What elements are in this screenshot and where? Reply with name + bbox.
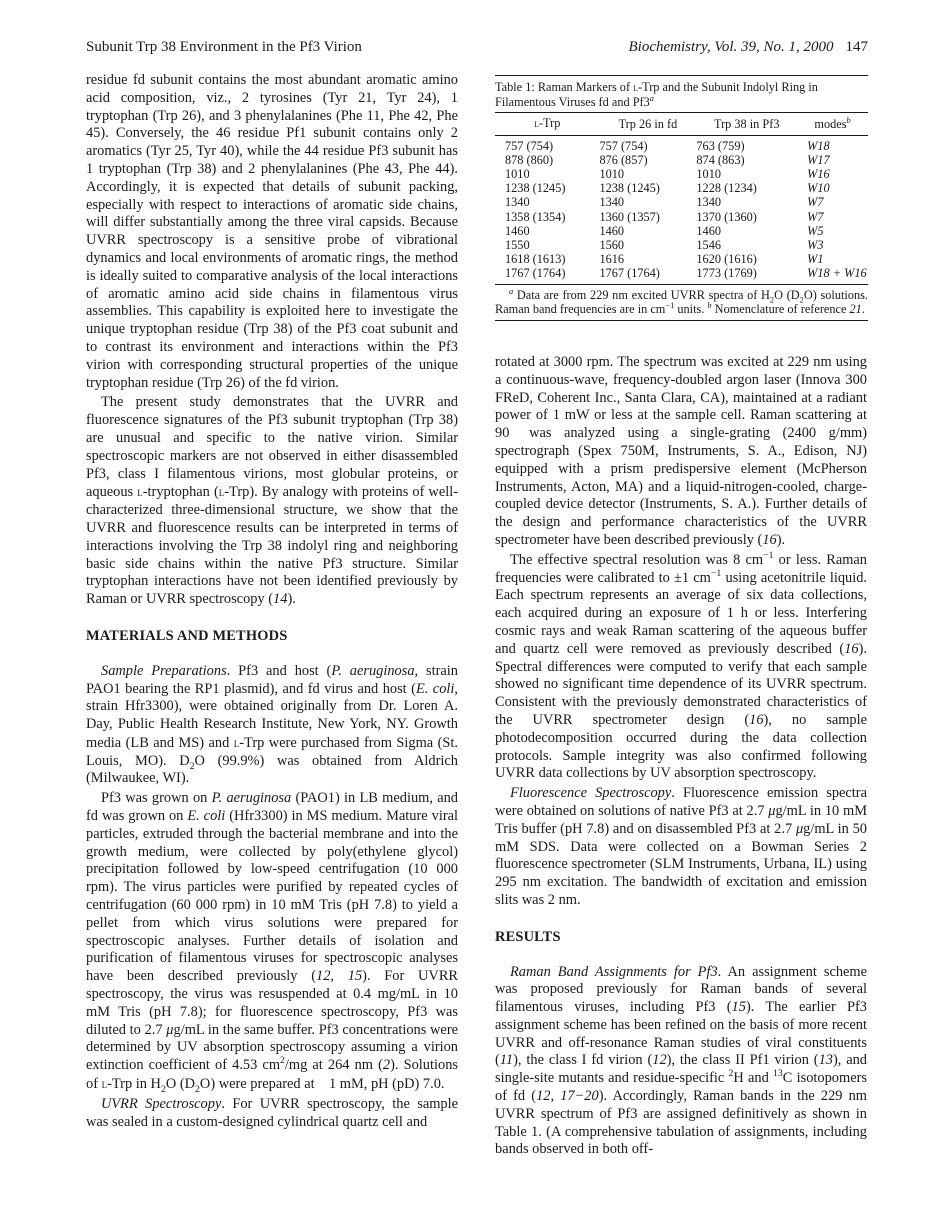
table-row: 1460 1460 1460 W5 <box>505 223 824 238</box>
citation-ref: 16 <box>749 711 764 728</box>
right-column <box>495 354 867 1159</box>
page-number: 147 <box>845 39 868 55</box>
column-header-l-trp: l-Trp <box>495 113 599 135</box>
intro-paragraph-present-study: The present study demonstrates that the UVRR and fluorescence signatures of the Pf3 subunit tryptophan (Trp 38) are unusual and specific to the native virion. Similar spectroscopic markers are not observed in either disassembled Pf3, class I filamentous virions, most globular proteins, or aqueous l-tryptophan (l-Trp). By analogy with proteins of well-characterized three-dimensional structure, we show that the UVRR and fluorescence results can be interpreted in terms of interactions involving the Trp 38 indolyl ring and neighboring basic side chains within the native Pf3 structure. Similar tryptophan interactions have not been identified previously by Raman or UVRR spectroscopy (14). <box>86 394 458 608</box>
spectral-resolution-paragraph: The effective spectral resolution was 8 $cm^{-1}$ or less. Raman frequencies were calibrated to ±1 $cm^{-1}$ using acetonitrile liquid. Each spectrum represents an average of six data collections, each acquired during an exposure of 1 h or less. Interfering cosmic rays and weak Raman scattering of the aqueous buffer and quartz cell were removed as previously described (16). Spectral differences were computed to verify that each sample showed no significant time dependence of its UVRR spectrum. Consistent with the previously demonstrated characteristics of the UVRR spectrometer design (16), no sample photodecomposition occurred during the data collection protocols. Sample integrity was also confirmed following UVRR data collections by UV absorption spectroscopy. <box>495 549 868 782</box>
table-row: 1550 1560 1546 W3 <box>505 238 824 253</box>
sample-preparations-paragraph: Sample Preparations. Pf3 and host (P. aeruginosa, strain PAO1 bearing the RP1 plasmid), and fd virus and host (E. coli, strain Hfr3300), were obtained originally from Dr. Loren A. Day, Public Health Research Institute, New York, NY. Growth media (LB and MS) and l-Trp were purchased from Sigma (St. Louis, MO). $D_2O$ (99.9%) was obtained from Aldrich (Milwaukee, WI). <box>86 662 458 787</box>
virus-growth-paragraph: Pf3 was grown on P. aeruginosa (PAO1) in LB medium, and fd was grown on E. coli (Hfr3300) in MS medium. Mature viral particles, extruded through the bacterial membrane and into the growth medium, were collected by poly(ethylene glycol) precipitation followed by low-speed centrifugation (10 000 rpm). The virus particles were purified by repeated cycles of centrifugation (60 000 rpm) in 10 mM Tris (pH 7.8) to yield a pellet from which virus solutions were prepared for spectroscopic analyses. Further details of isolation and purification of filamentous viruses for spectroscopic analyses have been described previously (12, 15). For UVRR spectroscopy, the virus was resuspended at 0.4 mg/mL in 10 mM Tris (pH 7.8); for fluorescence spectroscopy, Pf3 was diluted to 2.7 μg/mL in the same buffer. Pf3 concentrations were determined by UV absorption spectroscopy assuming a virion extinction coefficient of 4.53 $cm^2/mg$ at 264 nm (2). Solutions of l-Trp in $H_2O$ $(D_2O)$ were prepared at 1 mM, pH (pD) 7.0. <box>86 790 459 1095</box>
table-caption: Table 1: Raman Markers of l-Trp and the Subunit Indolyl Ring in Filamentous Viruses fd and Pf3$^a$ <box>495 80 818 110</box>
journal-header <box>608 39 868 56</box>
table-row: 1010 1010 1010 W16 <box>505 167 830 182</box>
raman-band-assignments-paragraph: Raman Band Assignments for Pf3. An assignment scheme was proposed previously for Raman bands of several filamentous viruses, including Pf3 (15). The earlier Pf3 assignment scheme has been refined on the basis of more recent UVRR and off-resonance Raman studies of viral constituents (11), the class I fd virion (12), the class II Pf1 virion (13), and single-site mutants and residue-specific $^2$H and $^{13}$C isotopomers of fd (12, 17−20). Accordingly, Raman bands in the 229 nm UVRR spectrum of Pf3 are assigned definitively as shown in Table 1. (A comprehensive tabulation of assignments, including bands observed in both off- <box>495 963 867 1158</box>
citation-ref: 2 <box>382 1057 391 1074</box>
citation-ref: 11 <box>499 1052 514 1069</box>
running-title: Subunit Trp 38 Environment in the Pf3 Virion <box>86 39 362 55</box>
table-header-row <box>495 113 868 135</box>
table-footnotes: $^a$ Data are from 229 nm excited UVRR spectra of $H_2O$ $(D_2O)$ solutions. Raman band frequencies are in $cm^{-1}$ units. $^b$ Nomenclature of reference 21. <box>495 284 868 321</box>
table-1 <box>495 75 868 321</box>
table-row: 1358 (1354) 1360 (1357) 1370 (1360) W7 <box>505 209 824 224</box>
table-row: 1618 (1613) 1616 1620 (1616) W1 <box>505 252 824 267</box>
runin-heading: Sample Preparations <box>101 662 227 679</box>
table-row: 757 (754) 757 (754) 763 (759) W18 <box>505 138 830 153</box>
citation-ref: 16 <box>762 531 777 548</box>
runin-heading: Fluorescence Spectroscopy <box>510 785 672 802</box>
left-column <box>86 72 458 1131</box>
citation-ref: 15 <box>731 999 746 1016</box>
table-row: 1767 (1764) 1767 (1764) 1773 (1769) W18 + W16 <box>505 266 867 281</box>
column-header-modes: modes$^b$ <box>797 113 868 135</box>
runin-heading: Raman Band Assignments for Pf3 <box>510 963 718 980</box>
column-header-trp26-fd: Trp 26 in fd <box>599 113 696 135</box>
fluorescence-spectroscopy-paragraph: Fluorescence Spectroscopy. Fluorescence emission spectra were obtained on solutions of native Pf3 at 2.7 μg/mL in 10 mM Tris buffer (pH 7.8) and on disassembled Pf3 at 2.7 μg/mL in 50 mM SDS. Data were collected on a Bowman Series 2 fluorescence spectrometer (SLM Instruments, Urbana, IL) using 295 nm excitation. The bandwidth of excitation and emission slits was 2 nm. <box>495 785 867 908</box>
uvrr-spectroscopy-paragraph-start: UVRR Spectroscopy. For UVRR spectroscopy, the sample was sealed in a custom-designed cylindrical quartz cell and <box>86 1095 458 1130</box>
runin-heading: UVRR Spectroscopy <box>101 1095 222 1112</box>
citation-ref: 12, 15 <box>316 968 363 985</box>
uvrr-spectroscopy-paragraph-continued: rotated at 3000 rpm. The spectrum was excited at 229 nm using a continuous-wave, frequency-doubled argon laser (Innova 300 FReD, Coherent Inc., Santa Clara, CA), maintained at a radiant power of 1 mW or less at the sample cell. Raman scattering at 90 was analyzed using a single-grating (2400 g/mm) spectrograph (Spex 750M, Instruments, S. A., Edison, NJ) equipped with a prism predispersive element (McPherson Instruments, Acton, MA) and a liquid-nitrogen-cooled, charge-coupled device detector (Instruments, S. A.). Further details of the design and performance characteristics of the UVRR spectrometer have been described previously (16). <box>495 354 867 548</box>
citation-ref: 12 <box>652 1052 667 1069</box>
raman-markers-table <box>495 112 868 283</box>
column-header-trp38-pf3: Trp 38 in Pf3 <box>696 113 797 135</box>
citation-ref: 12, 17−20 <box>536 1088 599 1105</box>
intro-paragraph-continued: residue fd subunit contains the most abundant aromatic amino acid composition, viz., 2 tyrosines (Tyr 21, Tyr 24), 1 tryptophan (Trp 26), and 3 phenylalanines (Phe 11, Phe 42, Phe 45). Conversely, the 46 residue Pf1 subunit contains only 2 aromatics (Tyr 25, Tyr 40), while the 44 residue Pf3 subunit has 1 tryptophan (Trp 38) and 2 phenylalanines (Phe 43, Phe 44). Accordingly, it is expected that details of subunit packing, especially with respect to interactions of aromatic side chains, will differ substantially among the three viral capsids. Because UVRR spectroscopy is a sensitive probe of vibrational dynamics and local environments of aromatic rings, the method is ideally suited to comparative analysis of the local interactions of aromatic amino acid side chains in filamentous virus assemblies. This capability is exploited here to investigate the unique tryptophan residue (Trp 38) of the Pf3 coat subunit and to contrast its environment and interactions within the Pf3 virion with corresponding structural properties of the unique tryptophan residue (Trp 26) of the fd virion. <box>86 72 458 391</box>
citation-ref: 21 <box>849 301 862 316</box>
table-row: 1340 1340 1340 W7 <box>505 195 824 210</box>
table-row: 1238 (1245) 1238 (1245) 1228 (1234) W10 <box>505 181 830 196</box>
citation-ref: 16 <box>844 640 859 657</box>
citation-ref: 13 <box>818 1052 833 1069</box>
table-row: 878 (860) 876 (857) 874 (863) W17 <box>505 152 830 167</box>
section-heading-materials-methods: MATERIALS AND METHODS <box>86 627 288 644</box>
citation-ref: 14 <box>273 591 288 608</box>
section-heading-results: RESULTS <box>495 928 561 945</box>
journal-citation: Biochemistry, Vol. 39, No. 1, 2000 <box>628 39 834 55</box>
